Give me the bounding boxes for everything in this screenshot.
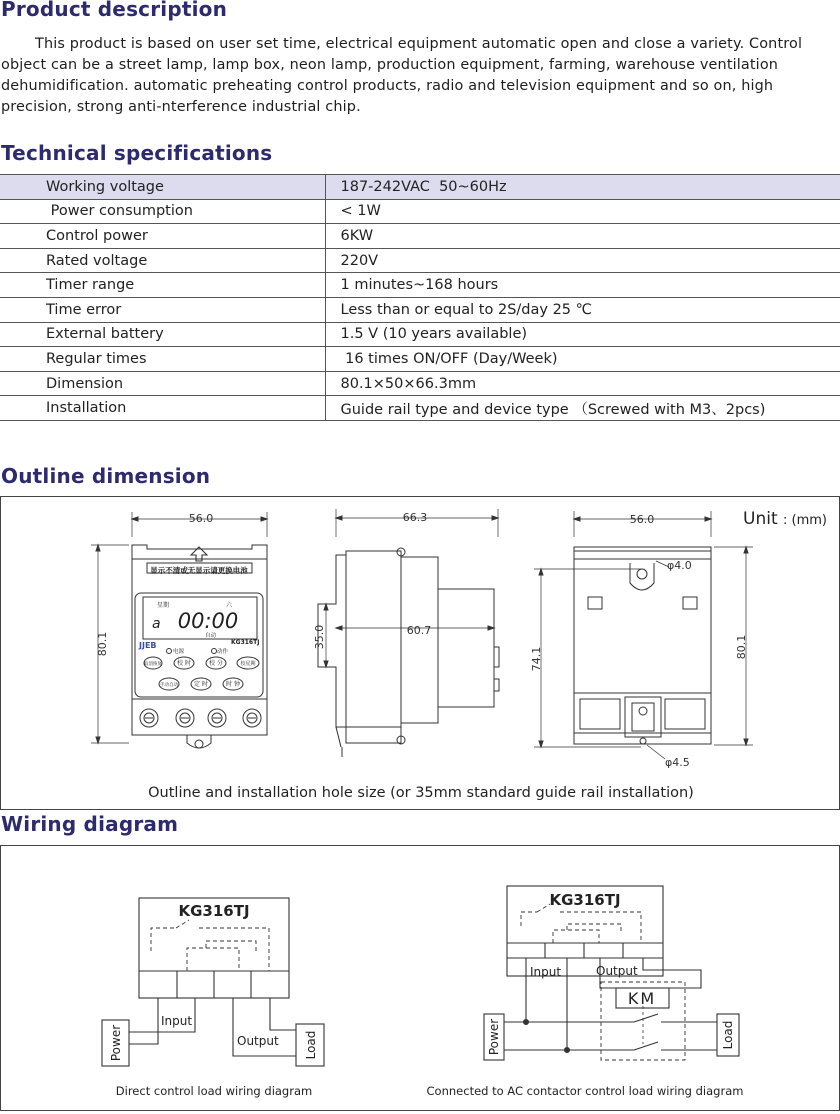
button-clock-label: 时 钟 (226, 681, 240, 688)
spec-row (0, 396, 840, 421)
button-manual-label: 手动自动 (160, 683, 178, 688)
spec-value: 80.1×50×66.3mm (325, 371, 840, 396)
dim-back-height: 80.1 (735, 634, 748, 660)
spec-row (0, 322, 840, 347)
led-power-label: 电源 (173, 649, 185, 655)
back-view (534, 511, 753, 759)
spec-value: Less than or equal to 2S/day 25 ℃ (325, 297, 840, 322)
wiring-right-power-label: Power (487, 1018, 501, 1056)
spec-row (0, 273, 840, 298)
lcd-time-display: 00:00 (177, 609, 239, 633)
spec-label: Timer range (0, 273, 325, 298)
spec-label: Power consumption (0, 199, 325, 224)
outline-dimension-heading: Outline dimension (1, 464, 211, 488)
dim-front-width: 56.0 (188, 512, 214, 525)
dim-back-width: 56.0 (629, 513, 655, 526)
spec-label: Control power (0, 224, 325, 249)
spec-row (0, 371, 840, 396)
spec-label: Installation (0, 396, 325, 421)
unit-label: Unit (743, 509, 778, 529)
wiring-diagram-box (0, 845, 840, 1111)
wiring-right-model: KG316TJ (549, 891, 621, 909)
wiring-right-load-label: Load (721, 1020, 735, 1050)
lcd-day-label: 六 (226, 602, 233, 609)
dim-side-depth: 66.3 (402, 511, 428, 524)
wiring-left-caption: Direct control load wiring diagram (115, 1084, 313, 1098)
direct-control-diagram (102, 898, 324, 1066)
dim-side-inner: 60.7 (406, 624, 432, 637)
spec-value: 1 minutes~168 hours (325, 273, 840, 298)
spec-label: Rated voltage (0, 248, 325, 273)
lcd-mode-indicator: a (152, 616, 161, 632)
spec-value: 187-242VAC 50~60Hz (325, 175, 840, 200)
button-cancel-label: 取消恢复 (144, 662, 162, 667)
product-description-heading: Product description (1, 0, 228, 21)
button-adjust-hour-label: 校 时 (177, 660, 191, 667)
wiring-left-model: KG316TJ (178, 902, 250, 920)
wiring-left-power-label: Power (109, 1024, 123, 1062)
dim-side-rail: 35.0 (313, 624, 326, 650)
spec-value: Guide rail type and device type （Screwed with M3、2pcs) (325, 396, 840, 421)
spec-row (0, 175, 840, 200)
spec-row (0, 224, 840, 249)
dim-back-inner: 74.1 (530, 646, 543, 672)
lcd-week-label: 星期 (157, 602, 170, 609)
product-description-text: This product is based on user set time, electrical equipment automatic open and close a variety. Control object can be a street lamp, lamp box, neon lamp, production equipment, farming, warehouse ventilation dehumidification. automatic preheating control products, radio and television equipment and so on, high precision, strong anti-nterference industrial chip. (1, 36, 803, 115)
button-adjust-minute-label: 校 分 (209, 660, 223, 667)
led-action-label: 动作 (217, 649, 229, 655)
wiring-left-load-label: Load (304, 1030, 318, 1060)
spec-value: < 1W (325, 199, 840, 224)
button-adjust-week-label: 校星期 (240, 661, 256, 667)
spec-row (0, 248, 840, 273)
spec-value: 220V (325, 248, 840, 273)
wiring-left-input-label: Input (161, 1014, 193, 1028)
wiring-drawing (1, 846, 839, 1110)
spec-value: 16 times ON/OFF (Day/Week) (325, 347, 840, 372)
wiring-km-label: KM (627, 989, 657, 1008)
outline-drawing (1, 497, 839, 809)
dim-front-height: 80.1 (96, 631, 109, 657)
spec-value: 6KW (325, 224, 840, 249)
spec-label: External battery (0, 322, 325, 347)
technical-specifications-heading: Technical specifications (1, 141, 273, 165)
spec-row (0, 199, 840, 224)
dim-hole-top: φ4.0 (667, 559, 692, 572)
spec-label: Working voltage (0, 175, 325, 200)
wiring-diagram-heading: Wiring diagram (1, 812, 179, 836)
spec-value: 1.5 V (10 years available) (325, 322, 840, 347)
spec-row (0, 297, 840, 322)
button-timer-label: 定 时 (194, 681, 208, 688)
lcd-auto-label: 自动 (205, 633, 217, 639)
wiring-right-input-label: Input (530, 965, 562, 979)
brand-logo: JJEB (139, 641, 157, 650)
wiring-left-output-label: Output (237, 1034, 279, 1048)
spec-label: Time error (0, 297, 325, 322)
spec-label: Regular times (0, 347, 325, 372)
spec-row (0, 347, 840, 372)
dim-hole-bottom: φ4.5 (665, 756, 690, 769)
outline-diagram-box (0, 496, 840, 810)
unit-suffix: : (mm) (783, 513, 827, 528)
device-warning-label: 显示不清或无显示请更换电池 (150, 566, 248, 575)
wiring-right-output-label: Output (596, 964, 638, 978)
outline-caption: Outline and installation hole size (or 35mm standard guide rail installation) (148, 785, 694, 801)
device-model-label: KG316TJ (231, 639, 260, 646)
wiring-right-caption: Connected to AC contactor control load wiring diagram (426, 1084, 744, 1098)
spec-table (0, 174, 840, 421)
spec-label: Dimension (0, 371, 325, 396)
